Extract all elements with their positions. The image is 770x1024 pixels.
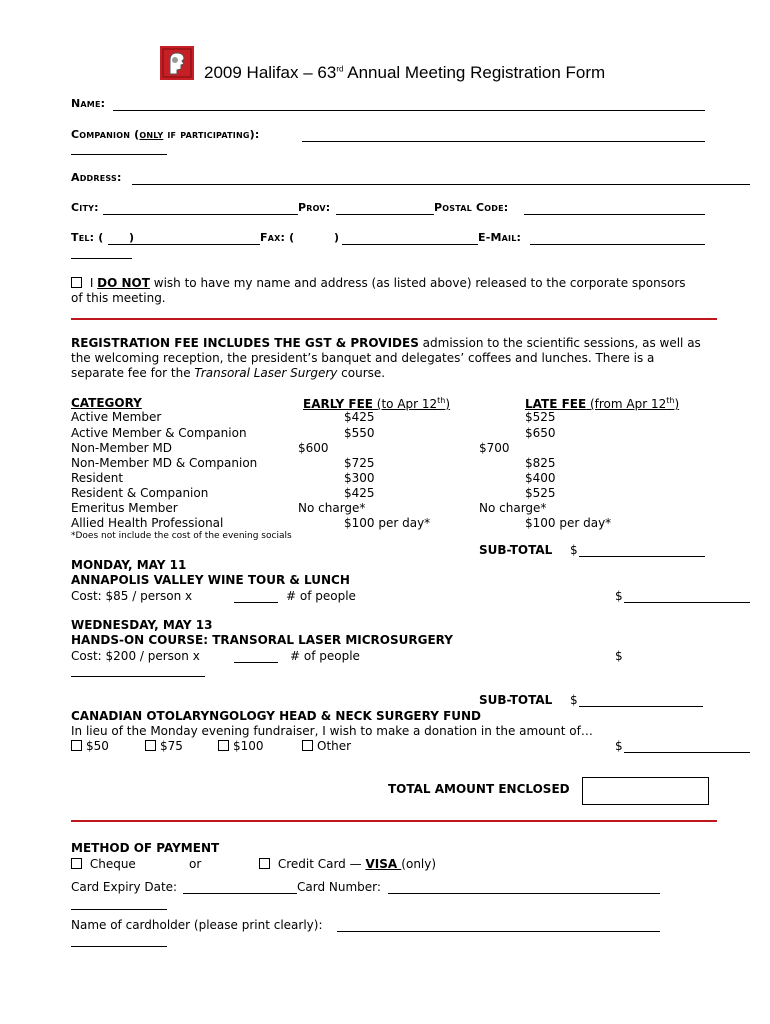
- email-field[interactable]: [530, 244, 705, 245]
- fund-dollar: $: [615, 739, 623, 753]
- total-amount-box[interactable]: [582, 777, 709, 805]
- course-subtotal-dollar: $: [570, 693, 578, 707]
- fee-row-cat: Emeritus Member: [71, 501, 178, 515]
- city-label: City:: [71, 201, 99, 214]
- fee-row-late: $825: [525, 456, 556, 470]
- credit-card-checkbox[interactable]: [259, 858, 270, 869]
- donation-checkbox[interactable]: [218, 740, 229, 751]
- total-label: TOTAL AMOUNT ENCLOSED: [388, 782, 570, 796]
- address-field[interactable]: [132, 184, 750, 185]
- card-number-field[interactable]: [388, 893, 660, 894]
- donation-amount-field[interactable]: [624, 752, 750, 753]
- course-people-label: # of people: [290, 649, 360, 663]
- fee-row-late: $525: [525, 410, 556, 424]
- fax-field[interactable]: [342, 244, 478, 245]
- donation-option-75[interactable]: $75: [145, 739, 183, 753]
- fee-row-early: $100 per day*: [344, 516, 431, 530]
- fee-row-early: $550: [344, 426, 375, 440]
- tel-label: Tel: (: [71, 231, 104, 244]
- society-logo: [160, 46, 194, 80]
- subtotal-field[interactable]: [579, 556, 705, 557]
- release-option[interactable]: I DO NOT wish to have my name and address (as listed above) released to the corporate sponsors: [71, 276, 686, 290]
- course-people-field[interactable]: [234, 662, 278, 663]
- tel-field[interactable]: [136, 244, 260, 245]
- card-number-field-cont[interactable]: [71, 909, 167, 910]
- fee-row-cat: Non-Member MD: [71, 441, 173, 455]
- donation-checkbox[interactable]: [71, 740, 82, 751]
- credit-card-option[interactable]: Credit Card — VISA (only): [259, 857, 436, 871]
- fee-line-2: the welcoming reception, the president’s banquet and delegates’ coffees and lunches. There is a: [71, 351, 655, 365]
- fund-text: In lieu of the Monday evening fundraiser, I wish to make a donation in the amount of…: [71, 724, 593, 738]
- subtotal-dollar: $: [570, 543, 578, 557]
- course-cost: Cost: $200 / person x: [71, 649, 200, 663]
- fee-footnote: *Does not include the cost of the evening socials: [71, 531, 292, 541]
- course-dollar: $: [615, 649, 623, 663]
- tour-people-label: # of people: [286, 589, 356, 603]
- postal-code-field[interactable]: [524, 214, 705, 215]
- fax-paren: ): [334, 231, 340, 244]
- early-fee-header: EARLY FEE (to Apr 12th): [303, 396, 451, 411]
- fee-row-cat: Active Member & Companion: [71, 426, 247, 440]
- fee-row-early: No charge*: [298, 501, 366, 515]
- expiry-field[interactable]: [183, 893, 297, 894]
- prov-label: Prov:: [298, 201, 331, 214]
- name-label: Name:: [71, 97, 106, 110]
- fee-row-cat: Active Member: [71, 410, 162, 424]
- subtotal-label: SUB-TOTAL: [479, 543, 553, 557]
- email-field-cont[interactable]: [71, 258, 132, 259]
- fee-row-late: $700: [479, 441, 510, 455]
- course-date: WEDNESDAY, MAY 13: [71, 618, 213, 632]
- fee-row-early: $600: [298, 441, 329, 455]
- card-number-label: Card Number:: [297, 880, 381, 894]
- tour-title: ANNAPOLIS VALLEY WINE TOUR & LUNCH: [71, 573, 350, 587]
- cheque-checkbox[interactable]: [71, 858, 82, 869]
- fee-row-cat: Resident & Companion: [71, 486, 209, 500]
- release-checkbox[interactable]: [71, 277, 82, 288]
- tour-people-field[interactable]: [234, 602, 278, 603]
- tel-area-field[interactable]: [108, 244, 136, 245]
- fee-row-late: $100 per day*: [525, 516, 612, 530]
- address-label: Address:: [71, 171, 122, 184]
- course-subtotal-label: SUB-TOTAL: [479, 693, 553, 707]
- fee-row-early: $725: [344, 456, 375, 470]
- fee-row-cat: Resident: [71, 471, 124, 485]
- expiry-label: Card Expiry Date:: [71, 880, 178, 894]
- category-header: CATEGORY: [71, 396, 142, 410]
- cardholder-field-cont[interactable]: [71, 946, 167, 947]
- page-title: 2009 Halifax – 63rd Annual Meeting Registration Form: [204, 63, 606, 82]
- late-fee-header: LATE FEE (from Apr 12th): [525, 396, 680, 411]
- fee-line-1: REGISTRATION FEE INCLUDES THE GST & PROVIDES admission to the scientific sessions, as well as: [71, 336, 701, 350]
- prov-field[interactable]: [336, 214, 434, 215]
- section-divider: [71, 820, 717, 822]
- course-subtotal-field[interactable]: [579, 706, 703, 707]
- section-divider: [71, 318, 717, 320]
- fee-row-cat: Allied Health Professional: [71, 516, 224, 530]
- city-field[interactable]: [103, 214, 298, 215]
- tour-dollar: $: [615, 589, 623, 603]
- companion-field[interactable]: [302, 141, 705, 142]
- or-text: or: [189, 857, 202, 871]
- cheque-option[interactable]: Cheque: [71, 857, 136, 871]
- cardholder-field[interactable]: [337, 931, 660, 932]
- fee-row-early: $300: [344, 471, 375, 485]
- donation-option-other[interactable]: Other: [302, 739, 351, 753]
- payment-title: METHOD OF PAYMENT: [71, 841, 220, 855]
- donation-checkbox[interactable]: [302, 740, 313, 751]
- donation-checkbox[interactable]: [145, 740, 156, 751]
- fax-label: Fax: (: [260, 231, 295, 244]
- fund-title: CANADIAN OTOLARYNGOLOGY HEAD & NECK SURGERY FUND: [71, 709, 482, 723]
- release-text-cont: of this meeting.: [71, 291, 166, 305]
- fee-row-late: $525: [525, 486, 556, 500]
- tour-amount-field[interactable]: [624, 602, 750, 603]
- fee-line-3: separate fee for the Transoral Laser Surgery course.: [71, 366, 386, 380]
- companion-field-cont[interactable]: [71, 154, 167, 155]
- fee-row-early: $425: [344, 486, 375, 500]
- donation-option-100[interactable]: $100: [218, 739, 264, 753]
- tour-cost: Cost: $85 / person x: [71, 589, 193, 603]
- fee-row-late: No charge*: [479, 501, 547, 515]
- fee-row-cat: Non-Member MD & Companion: [71, 456, 258, 470]
- course-amount-field[interactable]: [71, 676, 205, 677]
- name-field[interactable]: [113, 110, 705, 111]
- fee-row-early: $425: [344, 410, 375, 424]
- tour-date: MONDAY, MAY 11: [71, 558, 187, 572]
- companion-label: Companion (only if participating):: [71, 128, 260, 141]
- course-title: HANDS-ON COURSE: TRANSORAL LASER MICROSURGERY: [71, 633, 453, 647]
- postal-code-label: Postal Code:: [434, 201, 509, 214]
- cardholder-label: Name of cardholder (please print clearly):: [71, 918, 323, 932]
- donation-option-50[interactable]: $50: [71, 739, 109, 753]
- tel-paren: ): [129, 231, 135, 244]
- email-label: E-Mail:: [478, 231, 522, 244]
- fee-row-late: $400: [525, 471, 556, 485]
- fee-row-late: $650: [525, 426, 556, 440]
